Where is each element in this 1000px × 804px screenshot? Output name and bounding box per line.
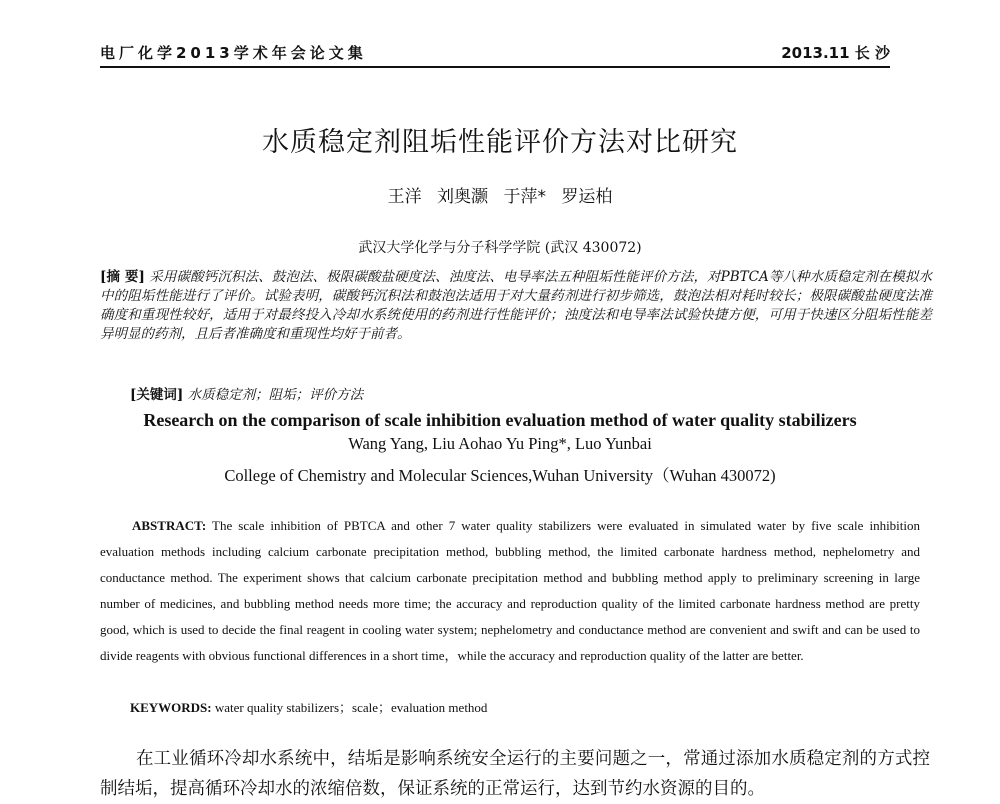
abstract-label: [摘 要]	[100, 269, 145, 285]
paper-title-english: Research on the comparison of scale inhibition evaluation method of water quality stabilizers	[143, 410, 857, 430]
affiliation: 武汉大学化学与分子科学学院 (武汉 430072)	[358, 240, 642, 256]
keywords-text: 水质稳定剂；阻垢；评价方法	[187, 387, 364, 403]
paper-title: 水质稳定剂阻垢性能评价方法对比研究	[262, 127, 738, 158]
date-place: 2013.11 长 沙	[781, 44, 890, 62]
abstract-text: 采用碳酸钙沉积法、鼓泡法、极限碳酸盐硬度法、浊度法、电导率法五种阻垢性能评价方法，对PBTCA等八种水质稳定剂在模拟水中的阻垢性能进行了评价。试验表明，碳酸钙沉积法和鼓泡法适用于对大量药剂进行初步筛选，鼓泡法相对耗时较长；极限碳酸盐硬度法准确度和重现性较好，适用于对最终投入冷却水系统使用的药剂进行性能评价；浊度法和电导率法试验快捷方便，可用于快速区分阻垢性能差异明显的药剂，且后者准确度和重现性均好于前者。	[100, 269, 932, 342]
abstract-english	[100, 513, 920, 669]
running-header	[100, 42, 890, 68]
abstract-text-english: The scale inhibition of PBTCA and other 7 water quality stabilizers were evaluated in simulated water by five scale inhibition evaluation methods including calcium carbonate precipitation method, bubbling method, the limited carbonate hardness method, nephelometry and conductance method. The experiment shows that calcium carbonate precipitation method and bubbling method apply to preliminary screening in large number of medicines, and bubbling method needs more time; the accuracy and reproduction quality of the limited carbonate hardness method are pretty good, which is used to decide the final reagent in cooling water system; nephelometry and conductance method are convenient and swift and can be used to divide reagents with obvious functional differences in a short time，while the accuracy and reproduction quality of the latter are better.	[100, 518, 921, 663]
abstract-chinese	[100, 268, 932, 344]
author-list: 王洋 刘奥灏 于萍* 罗运柏	[387, 187, 613, 207]
affiliation-english: College of Chemistry and Molecular Sciences,Wuhan University（Wuhan 430072)	[224, 466, 776, 485]
abstract-label-english: ABSTRACT:	[132, 518, 207, 533]
author-list-english: Wang Yang, Liu Aohao Yu Ping*, Luo Yunbai	[348, 434, 652, 453]
keywords-text-english: water quality stabilizers；scale；evaluation method	[214, 700, 488, 715]
keywords-chinese	[130, 383, 363, 403]
body-paragraph: 在工业循环冷却水系统中，结垢是影响系统安全运行的主要问题之一，常通过添加水质稳定剂的方式控制结垢，提高循环冷却水的浓缩倍数，保证系统的正常运行，达到节约水资源的目的。	[100, 749, 930, 799]
keywords-label: [关键词]	[130, 387, 184, 403]
keywords-label-english: KEYWORDS:	[130, 700, 212, 715]
conference-name: 电厂化学2013学术年会论文集	[100, 44, 367, 62]
keywords-english	[130, 697, 487, 716]
